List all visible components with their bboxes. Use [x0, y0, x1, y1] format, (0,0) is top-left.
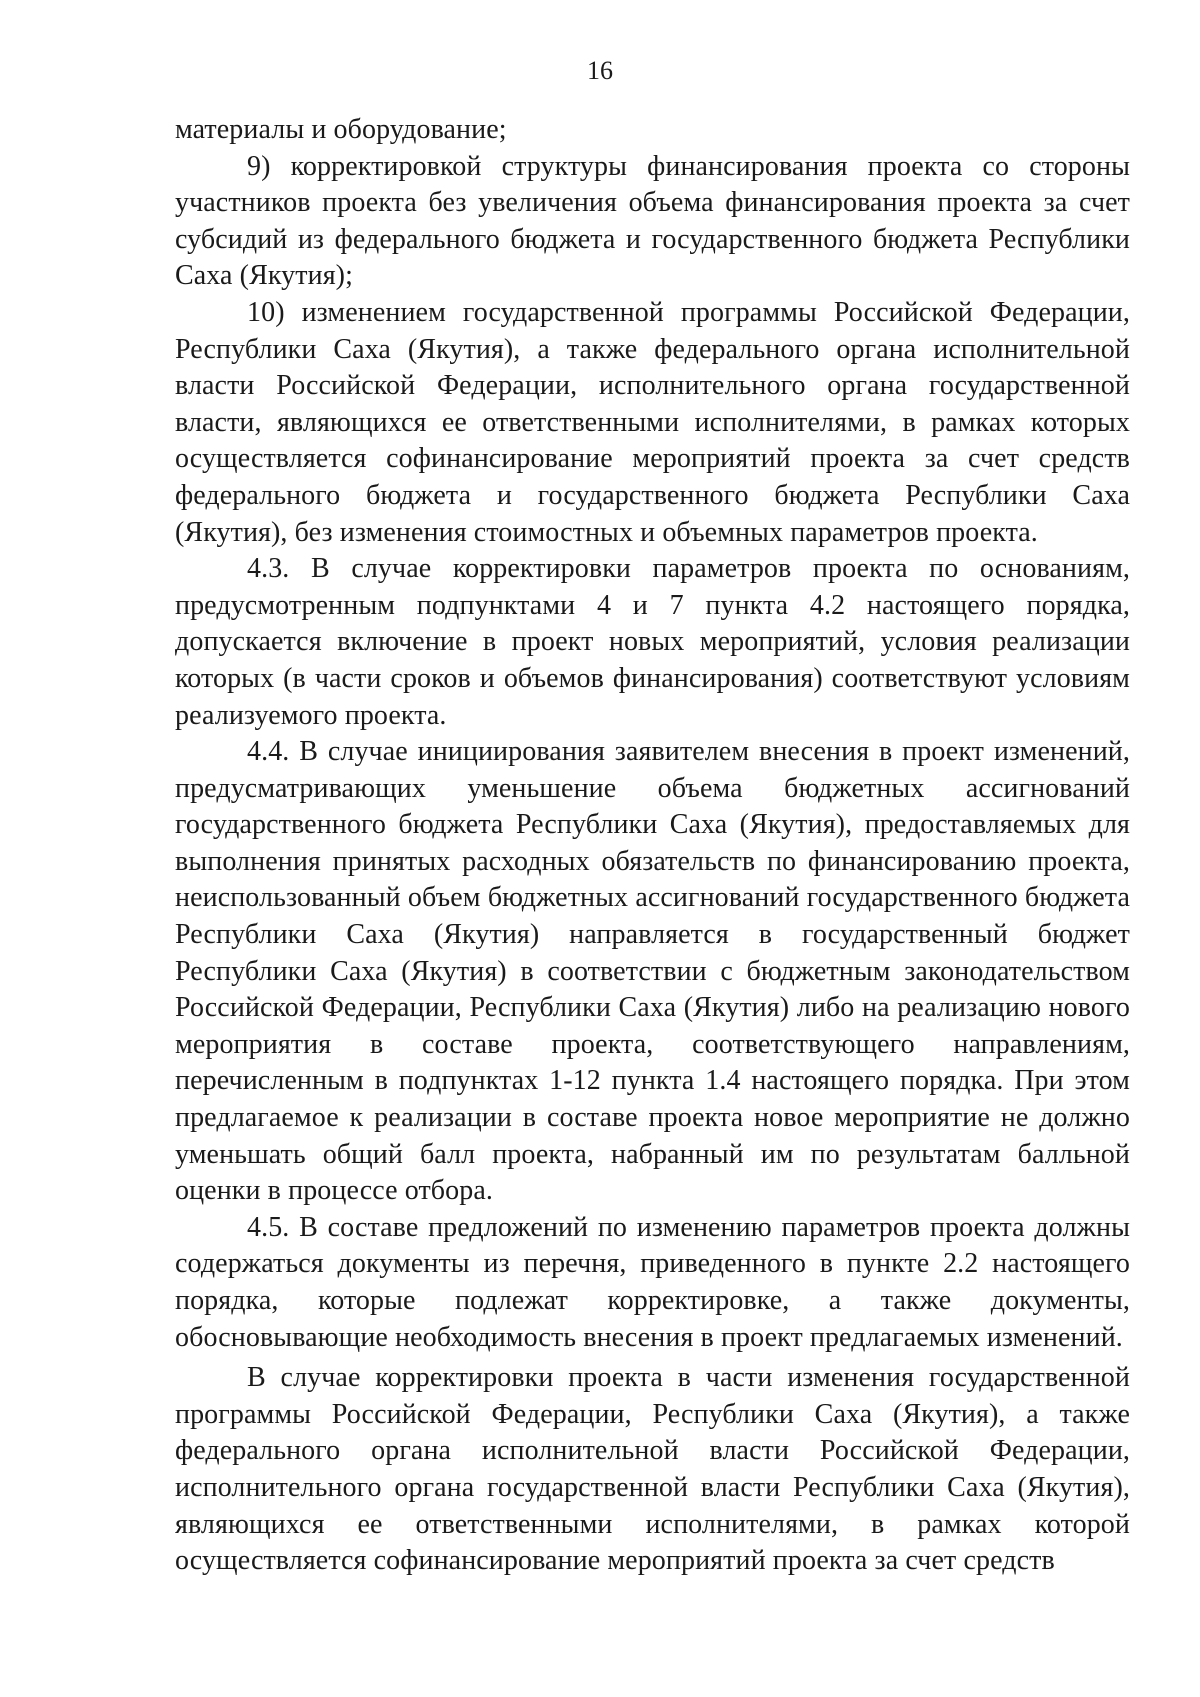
- paragraph-item-10: 10) изменением государственной программы Российской Федерации, Республики Саха (Якутия), а также федерального органа исполнительной власти Российской Федерации, исполнительного органа государственной власти, являющихся ее ответственными исполнителями, в рамках которых осуществляется софинансирование мероприятий проекта за счет средств федерального бюджета и государственного бюджета Республики Саха (Якутия), без изменения стоимостных и объемных параметров проекта.: [175, 296, 1130, 548]
- paragraph-correction-case: В случае корректировки проекта в части изменения государственной программы Российской Федерации, Республики Саха (Якутия), а также федерального органа исполнительной власти Российской Федерации, исполнительного органа государственной власти Республики Саха (Якутия), являющихся ее ответственными исполнителями, в рамках которой осуществляется софинансирование мероприятий проекта за счет средств: [175, 1362, 1130, 1577]
- paragraph-continuation: материалы и оборудование;: [175, 114, 507, 145]
- paragraph-4-4: 4.4. В случае инициирования заявителем внесения в проект изменений, предусматривающих уменьшение объема бюджетных ассигнований государственного бюджета Республики Саха (Якутия), предоставляемых для выполнения принятых расходных обязательств по финансированию проекта, неиспользованный объем бюджетных ассигнований государственного бюджета Республики Саха (Якутия) направляется в государственный бюджет Республики Саха (Якутия) в соответствии с бюджетным законодательством Российской Федерации, Республики Саха (Якутия) либо на реализацию нового мероприятия в составе проекта, соответствующего направлениям, перечисленным в подпунктах 1-12 пункта 1.4 настоящего порядка. При этом предлагаемое к реализации в составе проекта новое мероприятие не должно уменьшать общий балл проекта, набранный им по результатам балльной оценки в процессе отбора.: [175, 736, 1130, 1207]
- paragraph-item-9: 9) корректировкой структуры финансирования проекта со стороны участников проекта без увеличения объема финансирования проекта за счет субсидий из федерального бюджета и государственного бюджета Республики Саха (Якутия);: [175, 150, 1130, 292]
- page-number: 16: [587, 56, 613, 85]
- document-body: [175, 112, 1130, 1580]
- paragraph-4-5: 4.5. В составе предложений по изменению параметров проекта должны содержаться документы из перечня, приведенного в пункте 2.2 настоящего порядка, которые подлежат корректировке, а также документы, обосновывающие необходимость внесения в проект предлагаемых изменений.: [175, 1211, 1130, 1353]
- paragraph-4-3: 4.3. В случае корректировки параметров проекта по основаниям, предусмотренным подпунктами 4 и 7 пункта 4.2 настоящего порядка, допускается включение в проект новых мероприятий, условия реализации которых (в части сроков и объемов финансирования) соответствуют условиям реализуемого проекта.: [175, 553, 1130, 731]
